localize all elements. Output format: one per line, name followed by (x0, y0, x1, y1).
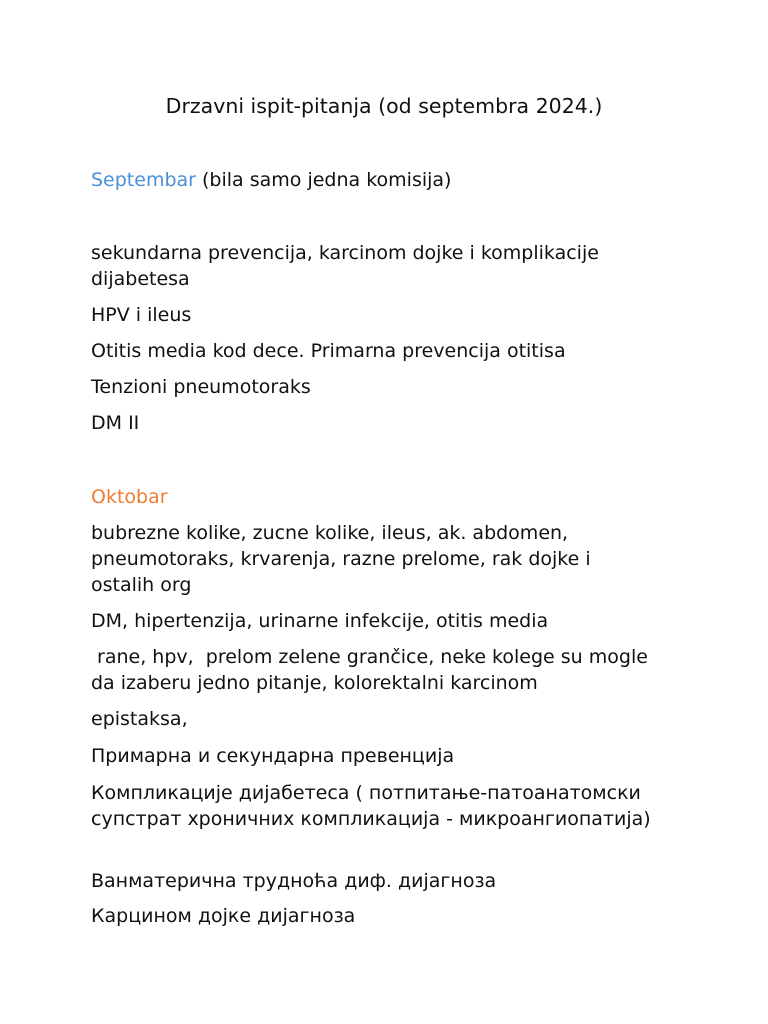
september-month-label: Septembar (91, 169, 196, 191)
october-item: bubrezne kolike, zucne kolike, ileus, ak. abdomen, pneumotoraks, krvarenja, razne prelome, rak dojke i ostalih org (91, 522, 597, 596)
october-month-label: Oktobar (91, 486, 168, 508)
october-item: epistaksa, (91, 708, 188, 730)
september-item: DM II (91, 412, 140, 434)
september-item: sekundarna prevencija, karcinom dojke i komplikacije dijabetesa (91, 242, 605, 290)
october-item: Примарна и секундарна превенција (91, 745, 455, 767)
september-note: (bila samo jedna komisija) (195, 169, 452, 191)
september-item: Otitis media kod dece. Primarna prevencija otitisa (91, 340, 566, 362)
october-item: Карцином дојке дијагноза (91, 905, 356, 927)
document-title: Drzavni ispit-pitanja (od septembra 2024.) (165, 94, 603, 118)
september-item: Tenzioni pneumotoraks (91, 376, 311, 398)
october-item: rane, hpv, prelom zelene grančice, neke kolege su mogle da izaberu jedno pitanje, kolorektalni karcinom (91, 646, 654, 694)
october-item: Компликације дијабетеса ( потпитање-патоанатомски супстрат хроничних компликација - микроангиопатија) (91, 782, 651, 830)
september-heading (91, 167, 651, 193)
september-item: HPV i ileus (91, 304, 192, 326)
october-item: DM, hipertenzija, urinarne infekcije, otitis media (91, 610, 549, 632)
october-item: Ванматерична трудноћа диф. дијагноза (91, 870, 497, 892)
